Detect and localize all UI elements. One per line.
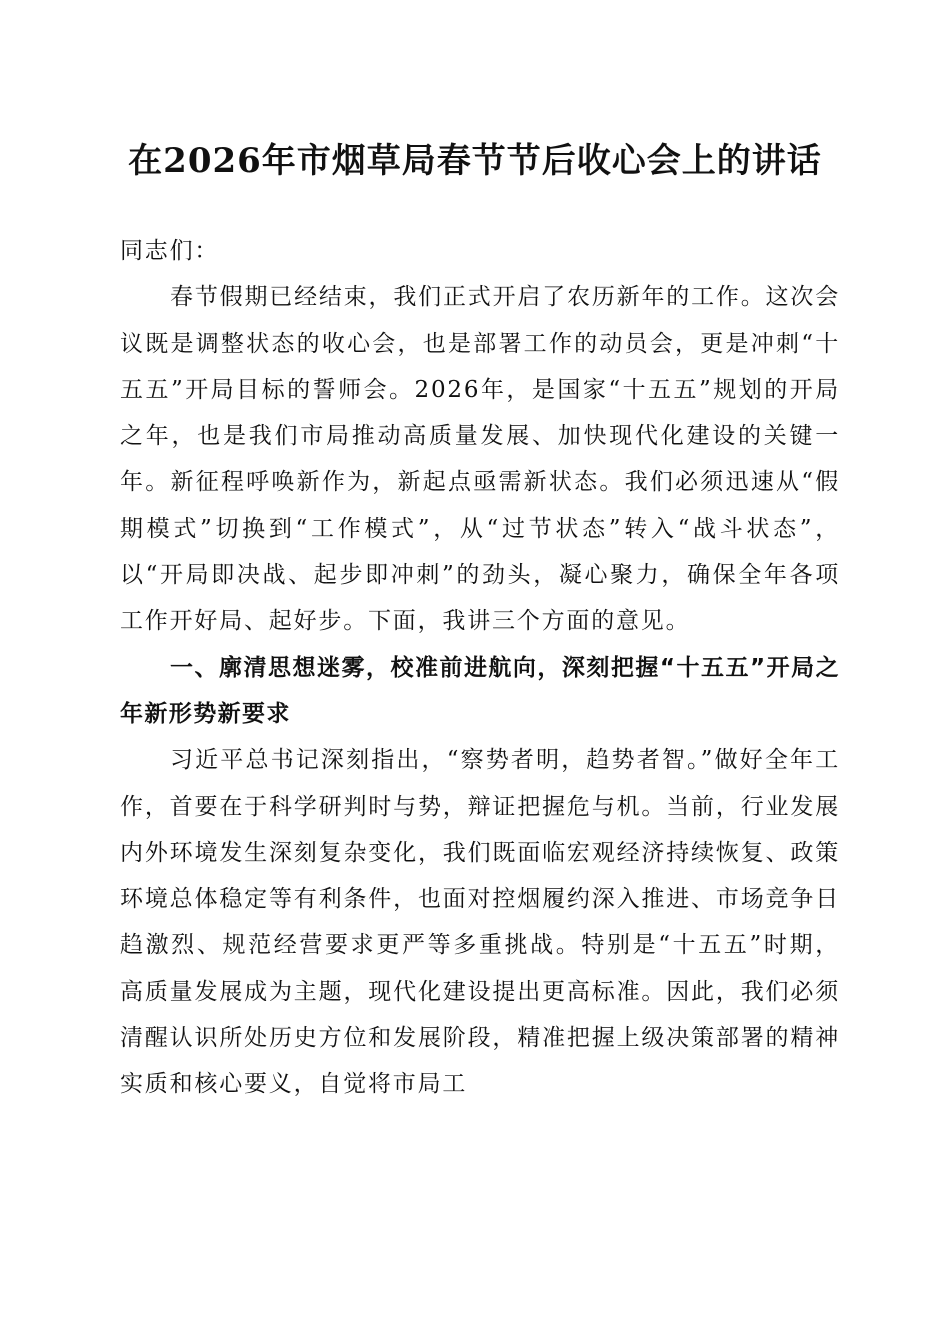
salutation: 同志们： xyxy=(120,238,220,264)
document-body xyxy=(120,228,840,1108)
document-title: 在2026年市烟草局春节节后收心会上的讲话 xyxy=(128,141,822,181)
section-heading: 一、廓清思想迷雾，校准前进航向，深刻把握“十五五”开局之年新形势新要求 xyxy=(120,654,840,727)
opening-paragraph: 春节假期已经结束，我们正式开启了农历新年的工作。这次会议既是调整状态的收心会，也是部署工作的动员会，更是冲刺“十五五”开局目标的誓师会。2026年，是国家“十五五”规划的开局之年，也是我们市局推动高质量发展、加快现代化建设的关键一年。新征程呼唤新作为，新起点亟需新状态。我们必须迅速从“假期模式”切换到“工作模式”，从“过节状态”转入“战斗状态”，以“开局即决战、起步即冲刺”的劲头，凝心聚力，确保全年各项工作开好局、起好步。下面，我讲三个方面的意见。 xyxy=(120,284,840,635)
section-paragraph: 习近平总书记深刻指出，“察势者明，趋势者智。”做好全年工作，首要在于科学研判时与势，辩证把握危与机。当前，行业发展内外环境发生深刻复杂变化，我们既面临宏观经济持续恢复、政策环境总体稳定等有利条件，也面对控烟履约深入推进、市场竞争日趋激烈、规范经营要求更严等多重挑战。特别是“十五五”时期，高质量发展成为主题，现代化建设提出更高标准。因此，我们必须清醒认识所处历史方位和发展阶段，精准把握上级决策部署的精神实质和核心要义，自觉将市局工 xyxy=(120,747,840,1098)
